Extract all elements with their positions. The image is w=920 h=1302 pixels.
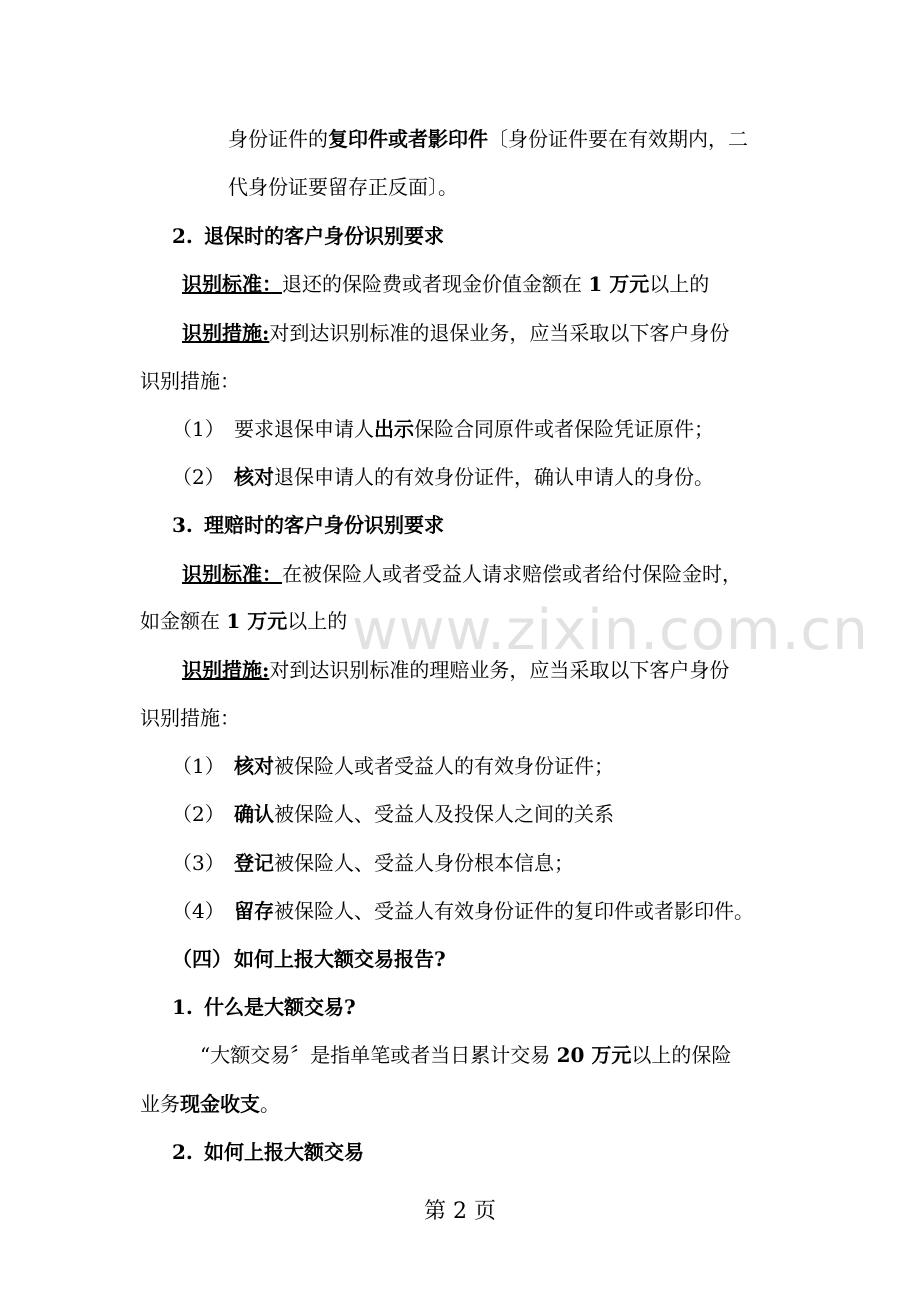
text-span: 身份证件的 <box>228 127 328 151</box>
text-span: 退还的保险费或者现金价值金额在 <box>282 272 589 296</box>
page-number: 第 2 页 <box>424 1199 496 1224</box>
heading-text: 如何上报大额交易报告? <box>234 947 446 971</box>
text-span: 被保险人、受益人有效身份证件的复印件或者影印件。 <box>274 899 754 923</box>
text-line <box>140 1091 280 1117</box>
text-span: 识别措施： <box>140 706 240 730</box>
bold-text: 留存 <box>234 899 274 923</box>
heading-text: 如何上报大额交易 <box>204 1140 364 1164</box>
heading-number: 2. <box>172 1140 193 1164</box>
text-line <box>140 705 240 731</box>
heading-number: 3. <box>172 513 193 537</box>
bold-text: 出示 <box>374 417 414 441</box>
list-number: （1） <box>172 754 225 778</box>
measures-label: 识别措施: <box>182 321 270 345</box>
text-span: 以上的 <box>649 272 710 296</box>
text-span: 要求退保申请人 <box>234 417 374 441</box>
criteria-label: 识别标准： <box>182 272 282 296</box>
list-item <box>172 898 754 924</box>
bold-text: 1 万元 <box>588 272 650 296</box>
list-number: （3） <box>172 851 225 875</box>
measures-label: 识别措施: <box>182 658 270 682</box>
text-span: 对到达识别标准的退保业务，应当采取以下客户身份 <box>269 321 730 345</box>
text-span: 以上的保险 <box>631 1043 732 1067</box>
text-span: 识别措施： <box>140 369 240 393</box>
list-item <box>172 416 714 442</box>
list-number: （2） <box>172 465 225 489</box>
text-span: 代身份证要留存正反面〕。 <box>228 175 458 199</box>
text-span: 。 <box>260 1092 280 1116</box>
list-number: （1） <box>172 417 225 441</box>
text-line <box>228 126 748 152</box>
heading-text: 什么是大额交易? <box>204 995 356 1019</box>
bold-text: 核对 <box>234 754 274 778</box>
section-heading <box>172 994 356 1020</box>
text-span: 以上的 <box>287 609 348 633</box>
bold-text: 核对 <box>234 465 274 489</box>
section-heading <box>172 1139 364 1165</box>
text-span: 被保险人、受益人身份根本信息； <box>274 851 574 875</box>
text-span: 被保险人或者受益人的有效身份证件； <box>274 754 614 778</box>
heading-text: 理赔时的客户身份识别要求 <box>204 513 444 537</box>
text-span: 在被保险人或者受益人请求赔偿或者给付保险金时， <box>282 562 742 586</box>
list-number: （4） <box>172 899 225 923</box>
list-item <box>172 850 574 876</box>
text-span: 〔身份证件要在有效期内，二 <box>488 127 748 151</box>
criteria-label: 识别标准： <box>182 562 282 586</box>
list-item <box>172 753 614 779</box>
text-span: 如金额在 <box>140 609 227 633</box>
text-line <box>182 561 742 587</box>
text-line <box>200 1042 731 1068</box>
bold-text: 现金收支 <box>180 1092 260 1116</box>
text-line <box>182 320 729 346</box>
bold-text: 登记 <box>234 851 274 875</box>
text-span: 保险合同原件或者保险凭证原件； <box>414 417 714 441</box>
section-heading <box>172 223 444 249</box>
heading-text: 退保时的客户身份识别要求 <box>204 224 444 248</box>
text-span: 业务 <box>140 1092 180 1116</box>
section-heading <box>172 512 444 538</box>
text-line <box>140 608 347 634</box>
text-line <box>140 368 240 394</box>
text-line <box>182 271 709 297</box>
heading-number: 2. <box>172 224 193 248</box>
list-item <box>172 801 614 827</box>
list-number: （2） <box>172 802 225 826</box>
text-span: “大额交易〞是指单笔或者当日累计交易 <box>200 1043 557 1067</box>
text-span: 对到达识别标准的理赔业务，应当采取以下客户身份 <box>269 658 730 682</box>
heading-number: （四） <box>172 947 232 971</box>
bold-text: 1 万元 <box>226 609 288 633</box>
section-heading <box>172 946 446 972</box>
watermark: www.zixin.com.cn <box>352 598 869 663</box>
text-span: 被保险人、受益人及投保人之间的关系 <box>274 802 614 826</box>
heading-number: 1. <box>172 995 193 1019</box>
bold-text: 20 万元 <box>556 1043 632 1067</box>
bold-text: 复印件或者影印件 <box>328 127 488 151</box>
bold-text: 确认 <box>234 802 274 826</box>
text-span: 退保申请人的有效身份证件，确认申请人的身份。 <box>274 465 714 489</box>
list-item <box>172 464 714 490</box>
text-line <box>228 174 458 200</box>
